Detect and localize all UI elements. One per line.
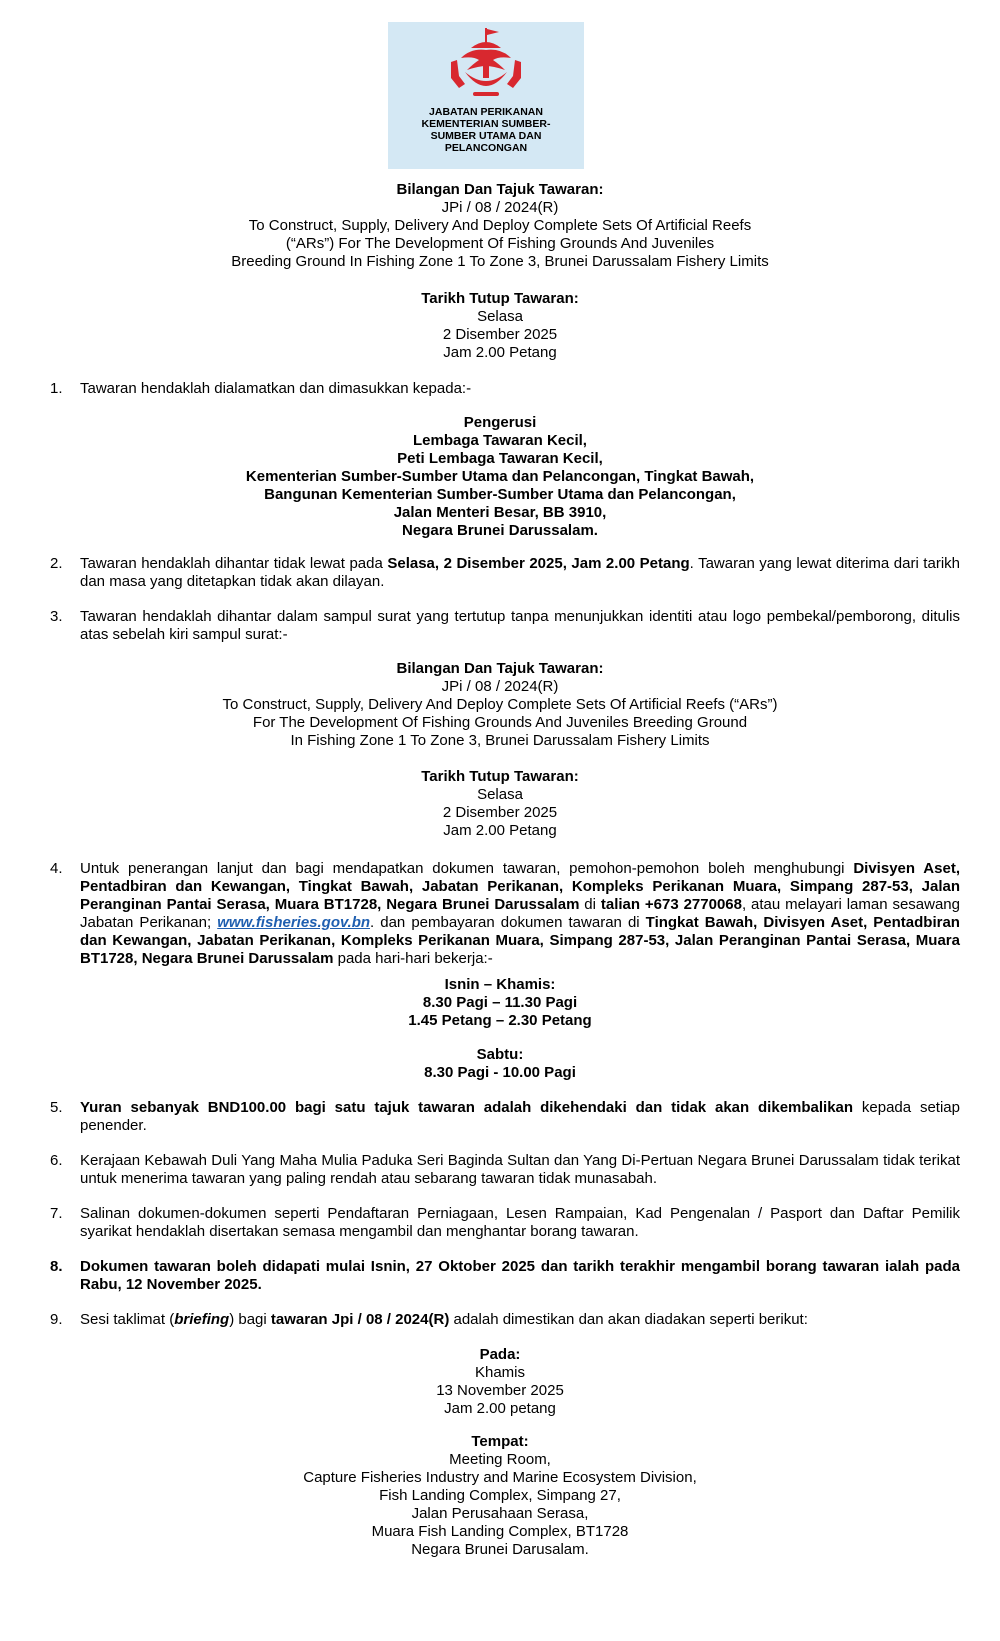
tender-heading: Bilangan Dan Tajuk Tawaran:	[396, 660, 604, 677]
closing-line: Selasa	[477, 786, 523, 803]
envelope-closing-date	[0, 768, 1000, 840]
closing-line: Selasa	[477, 308, 523, 325]
where-line: Jalan Perusahaan Serasa,	[411, 1505, 589, 1522]
where-line: Capture Fisheries Industry and Marine Ecosystem Division,	[303, 1469, 697, 1486]
item-number: 5.	[50, 1099, 63, 1116]
item-text	[80, 555, 960, 591]
address-line: Kementerian Sumber-Sumber Utama dan Pelancongan, Tingkat Bawah,	[245, 468, 755, 485]
text-span: . dan pembayaran dokumen tawaran di	[370, 914, 646, 931]
hours-heading: Isnin – Khamis:	[444, 976, 556, 993]
closing-date-header	[0, 290, 1000, 362]
item-text	[80, 1099, 960, 1135]
item-number: 8.	[50, 1258, 63, 1275]
department-logo	[388, 22, 584, 169]
item-number: 3.	[50, 608, 63, 625]
submission-address	[0, 414, 1000, 540]
contact-phone: talian +673 2770068	[600, 896, 742, 913]
envelope-label	[0, 660, 1000, 750]
contact-office: Divisyen Aset, Pentadbiran dan Kewangan, Tingkat Bawah, Jabatan Perikanan, Kompleks Perikanan Muara, Simpang 287-53, Jalan Peranginan Pantai Serasa, Muara BT1728, Negara Brunei Darussalam	[80, 860, 960, 913]
closing-line: Jam 2.00 Petang	[443, 822, 557, 839]
item-number: 1.	[50, 380, 63, 397]
text-span: di	[579, 896, 601, 913]
text-span: pada hari-hari bekerja:-	[333, 950, 493, 967]
text-span: Tawaran hendaklah dihantar tidak lewat pada	[80, 555, 388, 572]
when-heading: Pada:	[479, 1346, 521, 1363]
logo-line: JABATAN PERIKANAN	[429, 106, 543, 118]
closing-line: Jam 2.00 Petang	[443, 344, 557, 361]
tender-title-line: Breeding Ground In Fishing Zone 1 To Zone 3, Brunei Darussalam Fishery Limits	[231, 253, 769, 270]
address-line: Pengerusi	[463, 414, 537, 431]
item-text: Salinan dokumen-dokumen seperti Pendaftaran Perniagaan, Lesen Rampaian, Kad Pengenalan / Pasport dan Daftar Pemilik syarikat hendaklah disertakan semasa mengambil dan menghantar borang tawaran.	[80, 1205, 960, 1240]
item-number: 2.	[50, 555, 63, 572]
hours-heading: Sabtu:	[476, 1046, 524, 1063]
where-heading: Tempat:	[471, 1433, 529, 1450]
tender-title-line: In Fishing Zone 1 To Zone 3, Brunei Darussalam Fishery Limits	[290, 732, 710, 749]
tender-title-line: For The Development Of Fishing Grounds And Juveniles Breeding Ground	[252, 714, 748, 731]
address-line: Peti Lembaga Tawaran Kecil,	[397, 450, 603, 467]
where-line: Meeting Room,	[449, 1451, 551, 1468]
briefing-term: briefing	[174, 1311, 230, 1328]
text-span: , atau melayari laman sesawang Jabatan Perikanan;	[80, 896, 960, 931]
where-line: Fish Landing Complex, Simpang 27,	[379, 1487, 621, 1504]
tender-title-line: To Construct, Supply, Delivery And Deploy Complete Sets Of Artificial Reefs (“ARs”)	[222, 696, 778, 713]
item-text	[80, 1311, 960, 1329]
when-line: 13 November 2025	[436, 1382, 564, 1399]
address-line: Bangunan Kementerian Sumber-Sumber Utama dan Pelancongan,	[264, 486, 736, 503]
office-hours-weekday	[0, 976, 1000, 1030]
text-span: Sesi taklimat (	[80, 1311, 175, 1328]
closing-line: 2 Disember 2025	[442, 326, 558, 343]
item-text	[80, 860, 960, 968]
closing-datetime: Selasa, 2 Disember 2025, Jam 2.00 Petang	[387, 555, 690, 572]
item-text: Kerajaan Kebawah Duli Yang Maha Mulia Paduka Seri Baginda Sultan dan Yang Di-Pertuan Negara Brunei Darussalam tidak terikat untuk menerima tawaran yang paling rendah atau sebarang tawaran tidak munasabah.	[80, 1152, 960, 1187]
hours-line: 8.30 Pagi – 11.30 Pagi	[422, 994, 578, 1011]
closing-heading: Tarikh Tutup Tawaran:	[421, 768, 579, 785]
address-line: Lembaga Tawaran Kecil,	[413, 432, 587, 449]
item-text: Tawaran hendaklah dihantar dalam sampul surat yang tertutup tanpa menunjukkan identiti atau logo pembekal/pemborong, ditulis atas sebelah kiri sampul surat:-	[80, 608, 960, 643]
logo-line: SUMBER UTAMA DAN	[430, 130, 542, 142]
tender-number: JPi / 08 / 2024(R)	[441, 678, 559, 695]
text-span: Untuk penerangan lanjut dan bagi mendapatkan dokumen tawaran, pemohon-pemohon boleh menghubungi	[80, 860, 854, 877]
text-span: . Tawaran yang lewat diterima dari tarikh dan masa yang ditetapkan tidak akan dilayan.	[80, 555, 960, 590]
address-line: Negara Brunei Darussalam.	[402, 522, 598, 539]
when-line: Jam 2.00 petang	[444, 1400, 556, 1417]
closing-heading: Tarikh Tutup Tawaran:	[421, 290, 579, 307]
address-line: Jalan Menteri Besar, BB 3910,	[393, 504, 607, 521]
tender-title-line: To Construct, Supply, Delivery And Deploy Complete Sets Of Artificial Reefs	[248, 217, 752, 234]
item-text: Tawaran hendaklah dialamatkan dan dimasukkan kepada:-	[80, 380, 472, 397]
tender-heading: Bilangan Dan Tajuk Tawaran:	[396, 181, 604, 198]
briefing-where	[0, 1433, 1000, 1559]
office-hours-saturday	[0, 1046, 1000, 1082]
closing-line: 2 Disember 2025	[442, 804, 558, 821]
tender-reference: tawaran Jpi / 08 / 2024(R)	[270, 1311, 450, 1328]
text-span: adalah dimestikan dan akan diadakan seperti berikut:	[449, 1311, 808, 1328]
where-line: Muara Fish Landing Complex, BT1728	[371, 1523, 629, 1540]
fee-notice: Yuran sebanyak BND100.00 bagi satu tajuk tawaran adalah dikehendaki dan tidak akan dikembalikan	[80, 1099, 854, 1116]
item-text: Dokumen tawaran boleh didapati mulai Isnin, 27 Oktober 2025 dan tarikh terakhir mengambil borang tawaran ialah pada Rabu, 12 November 2025.	[80, 1258, 960, 1293]
website-link[interactable]: www.fisheries.gov.bn	[217, 914, 371, 931]
hours-line: 1.45 Petang – 2.30 Petang	[408, 1012, 592, 1029]
hours-line: 8.30 Pagi - 10.00 Pagi	[424, 1064, 576, 1081]
logo-line: PELANCONGAN	[444, 142, 528, 154]
text-span: ) bagi	[229, 1311, 271, 1328]
item-number: 4.	[50, 860, 63, 877]
brunei-crest-icon	[443, 26, 529, 106]
logo-line: KEMENTERIAN SUMBER-	[421, 118, 551, 130]
item-number: 7.	[50, 1205, 63, 1222]
tender-title-line: (“ARs”) For The Development Of Fishing Grounds And Juveniles	[285, 235, 715, 252]
tender-number: JPi / 08 / 2024(R)	[441, 199, 559, 216]
logo-text	[388, 106, 584, 154]
text-span: kepada setiap penender.	[80, 1099, 960, 1134]
tender-header	[0, 181, 1000, 271]
when-line: Khamis	[474, 1364, 526, 1381]
where-line: Negara Brunei Darusalam.	[411, 1541, 589, 1558]
payment-office: Tingkat Bawah, Divisyen Aset, Pentadbiran dan Kewangan, Jabatan Perikanan, Kompleks Perikanan Muara, Simpang 287-53, Jalan Peranginan Pantai Serasa, Muara BT1728, Negara Brunei Darussalam	[80, 914, 960, 967]
item-number: 6.	[50, 1152, 63, 1169]
briefing-when	[0, 1346, 1000, 1418]
item-number: 9.	[50, 1311, 63, 1328]
